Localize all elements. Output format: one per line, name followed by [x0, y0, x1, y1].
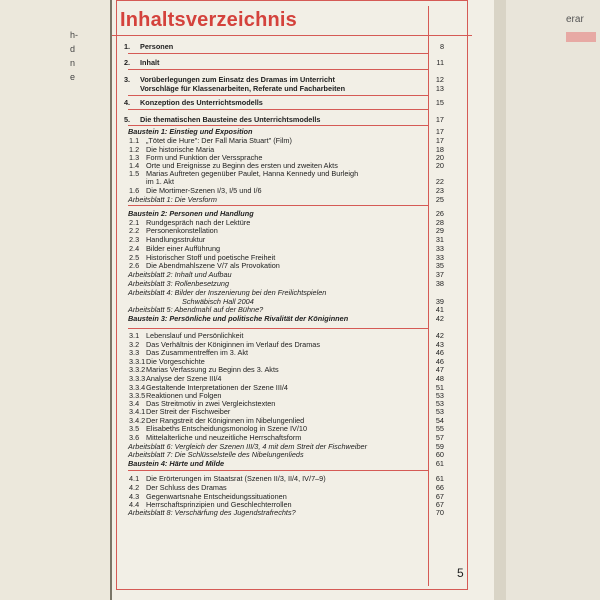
toc-entry-page: 17: [435, 127, 444, 136]
toc-entry-title: Lebenslauf und Persönlichkeit: [146, 331, 244, 340]
toc-entry-title: Marias Verfassung zu Beginn des 3. Akts: [146, 365, 279, 374]
section-rule: [128, 125, 428, 126]
toc-entry-page: 39: [435, 297, 444, 306]
toc-entry-number: 4.4: [129, 500, 140, 509]
toc-entry-title: Das Verhältnis der Königinnen im Verlauf des Dramas: [146, 340, 320, 349]
toc-entry-number: 4.2: [129, 483, 140, 492]
toc-arbeitsblatt-entry: [112, 508, 444, 517]
toc-arbeitsblatt-entry: [112, 195, 444, 204]
toc-entry-page: 66: [435, 483, 444, 492]
toc-entry-number: 3.5: [129, 424, 140, 433]
toc-baustein-heading: [112, 127, 444, 136]
page-title: Inhaltsverzeichnis: [120, 9, 297, 31]
toc-entry-title: Baustein 3: Persönliche und politische Rivalität der Königinnen: [128, 314, 349, 323]
toc-entry-number: 3.4.1: [129, 407, 146, 416]
toc-entry: [112, 474, 444, 483]
left-page-fragment: n: [70, 58, 76, 68]
toc-entry-title: Orte und Ereignisse zu Beginn des ersten und zweiten Akts: [146, 161, 338, 170]
toc-entry: [112, 483, 444, 492]
toc-entry-page: 43: [435, 340, 444, 349]
toc-entry-title: Die Mortimer-Szenen I/3, I/5 und I/6: [146, 186, 262, 195]
toc-heading: 4. Konzeption des Unterrichtsmodells 15: [124, 98, 444, 107]
toc-heading: 2. Inhalt 11: [124, 58, 444, 67]
toc-entry-title: Arbeitsblatt 4: Bilder der Inszenierung bei den Freilichtspielen: [128, 288, 327, 297]
toc-entry-page: 17: [435, 136, 444, 145]
toc-entry-page: 47: [435, 365, 444, 374]
toc-entry-page: 26: [435, 209, 444, 218]
toc-entry: [112, 177, 444, 186]
toc-entry-number: 1.2: [129, 145, 140, 154]
toc-entry-title: Arbeitsblatt 3: Rollenbesetzung: [128, 279, 230, 288]
toc-entry-page: 46: [435, 348, 444, 357]
toc-entry-page: 54: [435, 416, 444, 425]
toc-entry-page: 20: [435, 161, 444, 170]
toc-entry-title: Elisabeths Entscheidungsmonolog in Szene IV/10: [146, 424, 308, 433]
section-rule: [128, 470, 428, 471]
toc-entry-page: 59: [435, 442, 444, 451]
toc-entry-title: Baustein 4: Härte und Milde: [128, 459, 225, 468]
toc-baustein-heading: [112, 209, 444, 218]
toc-entry-page: 31: [435, 235, 444, 244]
toc-page: [112, 0, 494, 600]
left-page-edge: [0, 0, 110, 600]
toc-entry-title: Gegenwartsnahe Entscheidungssituationen: [146, 492, 287, 501]
section-rule: [128, 328, 428, 329]
right-page-tab: [566, 32, 596, 42]
toc-entry-number: 2.2: [129, 226, 140, 235]
toc-entry-title: Baustein 1: Einstieg und Exposition: [128, 127, 253, 136]
toc-entry-page: 61: [435, 474, 444, 483]
toc-entry-page: 57: [435, 433, 444, 442]
toc-entry-title: Herrschaftsprinzipien und Geschlechterrollen: [146, 500, 292, 509]
toc-entry: [112, 331, 444, 340]
toc-entry-number: 3.3.4: [129, 383, 146, 392]
toc-entry: [112, 186, 444, 195]
toc-entry: [112, 235, 444, 244]
toc-entry-page: 55: [435, 424, 444, 433]
toc-entry-title: Arbeitsblatt 1: Die Versform: [128, 195, 217, 204]
toc-entry-number: 3.3.2: [129, 365, 146, 374]
toc-entry-title: Personenkonstellation: [146, 226, 218, 235]
toc-entry-title: Das Streitmotiv in zwei Vergleichstexten: [146, 399, 276, 408]
toc-entry-title: Handlungsstruktur: [146, 235, 206, 244]
toc-entry-number: 4.1: [129, 474, 140, 483]
toc-entry-number: 3.3.3: [129, 374, 146, 383]
toc-entry-number: 3.3.5: [129, 391, 146, 400]
toc-heading: 3. Vorüberlegungen zum Einsatz des Dramas im Unterricht 12: [124, 75, 444, 84]
toc-entry-page: 28: [435, 218, 444, 227]
toc-entry-title: Arbeitsblatt 5: Abendmahl auf der Bühne?: [128, 305, 264, 314]
toc-entry-number: 2.5: [129, 253, 140, 262]
toc-entry-number: 1.3: [129, 153, 140, 162]
toc-entry-page: 48: [435, 374, 444, 383]
toc-entry-number: 2.4: [129, 244, 140, 253]
toc-entry-page: 51: [435, 383, 444, 392]
toc-entry-page: 46: [435, 357, 444, 366]
toc-entry-title: Baustein 2: Personen und Handlung: [128, 209, 254, 218]
toc-entry: [112, 226, 444, 235]
toc-entry-title: Bilder einer Aufführung: [146, 244, 221, 253]
toc-entry-number: 3.1: [129, 331, 140, 340]
toc-entry-number: 1.1: [129, 136, 140, 145]
toc-baustein-heading: [112, 314, 444, 323]
toc-entry-title: Historischer Stoff und poetische Freiheit: [146, 253, 276, 262]
section-rule: [128, 205, 428, 206]
toc-baustein-heading: [112, 459, 444, 468]
toc-entry-title: im 1. Akt: [146, 177, 174, 186]
toc-entry-number: 1.6: [129, 186, 140, 195]
toc-entry-page: 42: [435, 331, 444, 340]
toc-entry-title: Arbeitsblatt 8: Verschärfung des Jugendstrafrechts?: [128, 508, 296, 517]
toc-entry-title: Analyse der Szene III/4: [146, 374, 222, 383]
toc-entry-number: 2.6: [129, 261, 140, 270]
toc-entry: [112, 261, 444, 270]
right-page-word: erar: [566, 14, 584, 25]
toc-entry-page: 41: [435, 305, 444, 314]
toc-arbeitsblatt-entry: [112, 450, 444, 459]
toc-entry-title: Die historische Maria: [146, 145, 215, 154]
left-page-fragment: h-: [70, 30, 79, 40]
toc-entry-page: 60: [435, 450, 444, 459]
toc-entry-title: Form und Funktion der Verssprache: [146, 153, 263, 162]
toc-entry-page: 38: [435, 279, 444, 288]
toc-entry: [112, 433, 444, 442]
toc-entry-page: 33: [435, 244, 444, 253]
toc-arbeitsblatt-entry: [112, 270, 444, 279]
toc-heading: 1. Personen 8: [124, 42, 444, 51]
toc-entry-page: 20: [435, 153, 444, 162]
toc-entry-page: 37: [435, 270, 444, 279]
toc-entry-number: 4.3: [129, 492, 140, 501]
toc-entry-number: 3.6: [129, 433, 140, 442]
toc-entry-number: 3.3: [129, 348, 140, 357]
left-page-fragment: d: [70, 44, 76, 54]
toc-entry-page: 42: [435, 314, 444, 323]
toc-entry-page: 22: [435, 177, 444, 186]
toc-entry-page: 67: [435, 500, 444, 509]
toc-entry: [112, 407, 444, 416]
toc-entry-title: Arbeitsblatt 6: Vergleich der Szenen III/3, 4 mit dem Streit der Fischweiber: [128, 442, 368, 451]
toc-entry-number: 1.4: [129, 161, 140, 170]
title-rule: [112, 35, 472, 36]
toc-entry-number: 1.5: [129, 169, 140, 178]
toc-entry-page: 70: [435, 508, 444, 517]
toc-entry: [112, 365, 444, 374]
toc-entry: [112, 424, 444, 433]
toc-entry: [112, 374, 444, 383]
toc-heading-continued: Vorschläge für Klassenarbeiten, Referate und Facharbeiten 13: [140, 84, 444, 93]
toc-entry-title: Arbeitsblatt 2: Inhalt und Aufbau: [128, 270, 232, 279]
toc-entry-page: 33: [435, 253, 444, 262]
page-number: 5: [457, 566, 464, 580]
toc-entry-page: 67: [435, 492, 444, 501]
toc-entry-number: 3.3.1: [129, 357, 146, 366]
toc-entry-number: 3.2: [129, 340, 140, 349]
toc-entry-title: Der Rangstreit der Königinnen im Nibelungenlied: [146, 416, 305, 425]
toc-entry-page: 29: [435, 226, 444, 235]
toc-entry-title: Die Erörterungen im Staatsrat (Szenen II/3, II/4, IV/7–9): [146, 474, 326, 483]
toc-entry-number: 3.4: [129, 399, 140, 408]
toc-entry-page: 53: [435, 391, 444, 400]
toc-entry-title: Die Vorgeschichte: [146, 357, 205, 366]
toc-entry: [112, 348, 444, 357]
toc-entry-page: 23: [435, 186, 444, 195]
toc-entry-number: 3.4.2: [129, 416, 146, 425]
toc-arbeitsblatt-entry: [112, 279, 444, 288]
toc-entry-title: Die Abendmahlszene V/7 als Provokation: [146, 261, 280, 270]
toc-entry-page: 35: [435, 261, 444, 270]
toc-entry-title: Der Streit der Fischweiber: [146, 407, 231, 416]
toc-entry: [112, 244, 444, 253]
toc-entry-title: „Tötet die Hure": Der Fall Maria Stuart" (Film): [146, 136, 292, 145]
toc-entry-title: Gestaltende Interpretationen der Szene III/4: [146, 383, 288, 392]
toc-entry-page: 53: [435, 407, 444, 416]
toc-entry-title: Schwäbisch Hall 2004: [182, 297, 254, 306]
left-page-fragment: e: [70, 72, 76, 82]
toc-arbeitsblatt-entry: [112, 288, 444, 297]
toc-entry-page: 61: [435, 459, 444, 468]
toc-entry-number: 2.3: [129, 235, 140, 244]
toc-entry-page: 18: [435, 145, 444, 154]
toc-entry-title: Rundgespräch nach der Lektüre: [146, 218, 251, 227]
toc-heading: 5. Die thematischen Bausteine des Unterrichtsmodells 17: [124, 115, 444, 124]
toc-entry-title: Mittelalterliche und neuzeitliche Herrschaftsform: [146, 433, 302, 442]
toc-entry-page: 25: [435, 195, 444, 204]
toc-entry-title: Der Schluss des Dramas: [146, 483, 227, 492]
toc-entry-number: 2.1: [129, 218, 140, 227]
toc-entry-title: Arbeitsblatt 7: Die Schlüsselstelle des Nibelungenlieds: [128, 450, 304, 459]
toc-entry-title: Marias Auftreten gegenüber Paulet, Hanna Kennedy und Burleigh: [146, 169, 359, 178]
toc-entry-title: Reaktionen und Folgen: [146, 391, 222, 400]
toc-entry-title: Das Zusammentreffen im 3. Akt: [146, 348, 249, 357]
toc-entry-page: 53: [435, 399, 444, 408]
right-page-edge: [488, 0, 600, 600]
toc-arbeitsblatt-entry: [112, 305, 444, 314]
toc-entry: [112, 136, 444, 145]
